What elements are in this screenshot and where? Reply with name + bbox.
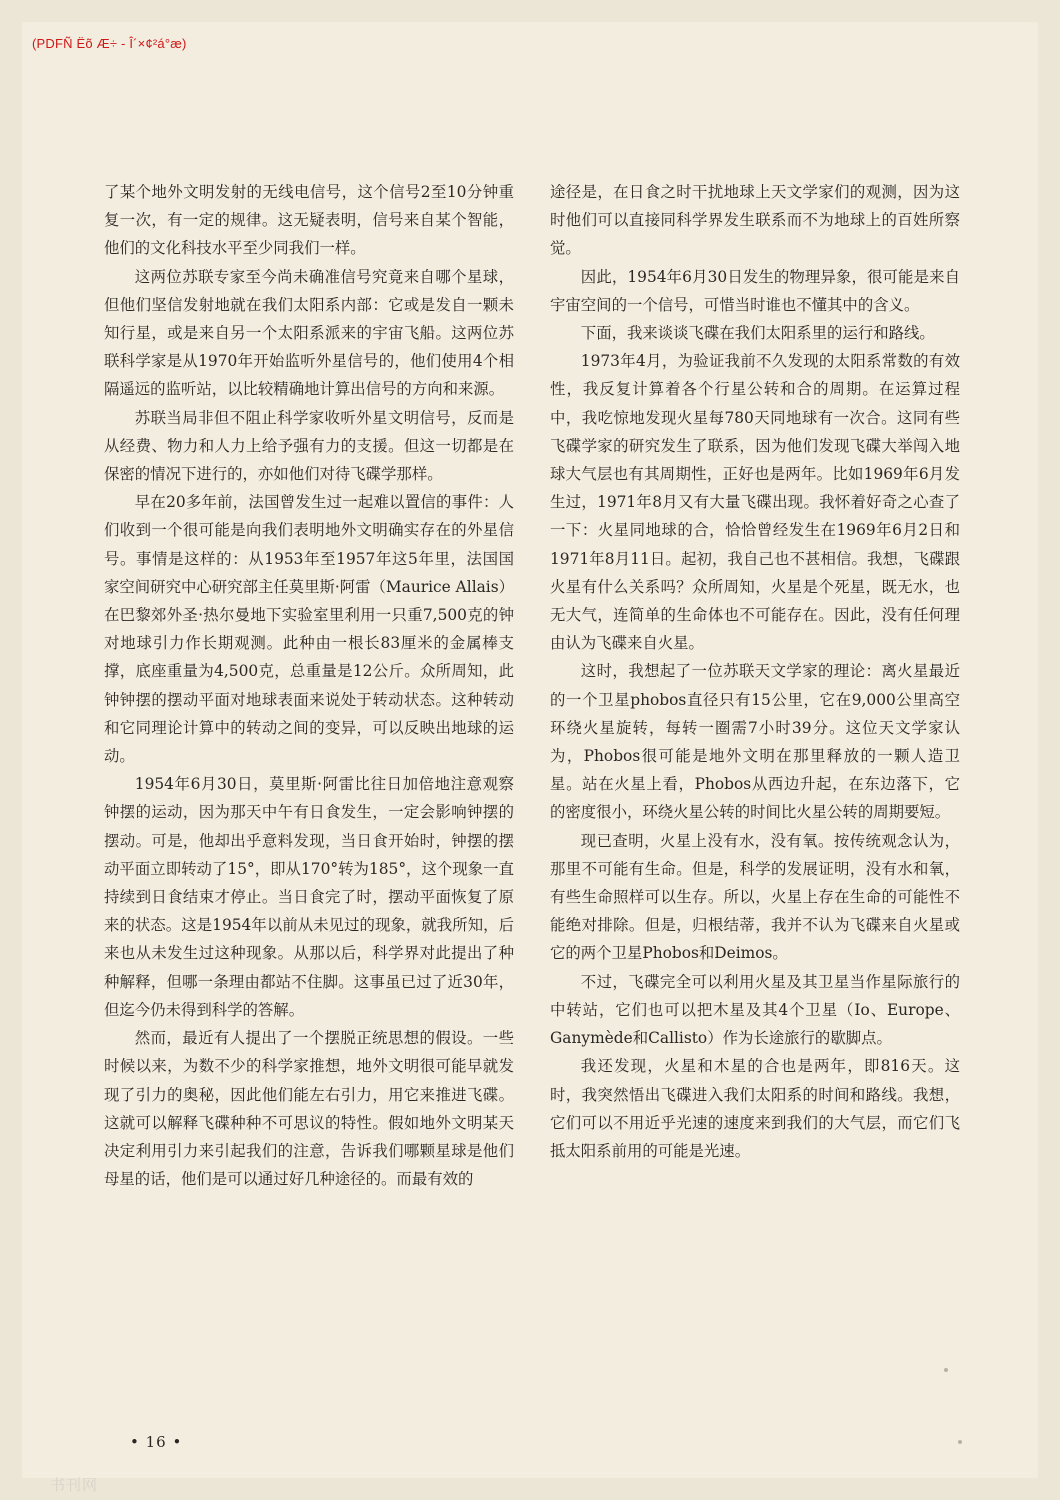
- right-column: [550, 178, 960, 1165]
- right-paragraph-6: 现已查明，火星上没有水，没有氧。按传统观念认为，那里不可能有生命。但是，科学的发展证明，没有水和氧，有些生命照样可以生存。所以，火星上存在生命的可能性不能绝对排除。但是，归根结蒂，我并不认为飞碟来自火星或它的两个卫星Phobos和Deimos。: [550, 831, 960, 963]
- left-paragraph-1: 了某个地外文明发射的无线电信号，这个信号2至10分钟重复一次，有一定的规律。这无疑表明，信号来自某个智能，他们的文化科技水平至少同我们一样。: [104, 183, 514, 258]
- right-paragraph-5: 这时，我想起了一位苏联天文学家的理论：离火星最近的一个卫星phobos直径只有15公里，它在9,000公里高空环绕火星旋转，每转一圈需7小时39分。这位天文学家认为，Phobos很可能是地外文明在那里释放的一颗人造卫星。站在火星上看，Phobos从西边升起，在东边落下，它的密度很小，环绕火星公转的时间比火星公转的周期要短。: [550, 662, 960, 822]
- pdf-header-label: (PDFÑ Ëõ Æ÷ - Î´×¢²á°æ): [32, 36, 187, 51]
- left-paragraph-3: 苏联当局非但不阻止科学家收听外星文明信号，反而是从经费、物力和人力上给予强有力的支援。但这一切都是在保密的情况下进行的，亦如他们对待飞碟学那样。: [104, 408, 514, 484]
- right-paragraph-4: 1973年4月，为验证我前不久发现的太阳系常数的有效性，我反复计算着各个行星公转和合的周期。在运算过程中，我吃惊地发现火星每780天同地球有一次合。这同有些飞碟学家的研究发生了联系，因为他们发现飞碟大举闯入地球大气层也有其周期性，正好也是两年。比如1969年6月发生过，1971年8月又有大量飞碟出现。我怀着好奇之心查了一下：火星同地球的合，恰恰曾经发生在1969年6月2日和1971年8月11日。起初，我自己也不甚相信。我想，飞碟跟火星有什么关系吗？众所周知，火星是个死星，既无水，也无大气，连简单的生命体也不可能存在。因此，没有任何理由认为飞碟来自火星。: [550, 352, 960, 653]
- right-paragraph-8: 我还发现，火星和木星的合也是两年，即816天。这时，我突然悟出飞碟进入我们太阳系的时间和路线。我想，它们可以不用近乎光速的速度来到我们的大气层，而它们飞抵太阳系前用的可能是光速。: [550, 1057, 960, 1160]
- page-number: • 16 •: [130, 1433, 183, 1451]
- left-paragraph-6: 然而，最近有人提出了一个摆脱正统思想的假设。一些时候以来，为数不少的科学家推想，地外文明很可能早就发现了引力的奥秘，因此他们能左右引力，用它来推进飞碟。这就可以解释飞碟种种不可思议的特性。假如地外文明某天决定利用引力来引起我们的注意，告诉我们哪颗星球是他们母星的话，他们是可以通过好几种途径的。而最有效的: [104, 1029, 514, 1189]
- watermark: 书刊网: [50, 1476, 99, 1494]
- paper-speck: [944, 1368, 948, 1372]
- left-paragraph-4: 早在20多年前，法国曾发生过一起难以置信的事件：人们收到一个很可能是向我们表明地外文明确实存在的外星信号。事情是这样的：从1953年至1957年这5年里，法国国家空间研究中心研究部主任莫里斯·阿雷（Maurice Allais）在巴黎郊外圣·热尔曼地下实验室里利用一只重7,500克的钟对地球引力作长期观测。此种由一根长83厘米的金属棒支撑，底座重量为4,500克，总重量是12公斤。众所周知，此钟钟摆的摆动平面对地球表面来说处于转动状态。这种转动和它同理论计算中的转动之间的变异，可以反映出地球的运动。: [104, 493, 515, 766]
- right-paragraph-7: 不过，飞碟完全可以利用火星及其卫星当作星际旅行的中转站，它们也可以把木星及其4个卫星（Io、Europe、Ganymède和Callisto）作为长途旅行的歇脚点。: [550, 972, 960, 1048]
- right-paragraph-3: 下面，我来谈谈飞碟在我们太阳系里的运行和路线。: [580, 324, 935, 343]
- right-paragraph-1: 途径是，在日食之时干扰地球上天文学家们的观测，因为这时他们可以直接同科学界发生联系而不为地球上的百姓所察觉。: [550, 183, 960, 258]
- paper-speck: [958, 1440, 962, 1444]
- left-paragraph-5: 1954年6月30日，莫里斯·阿雷比往日加倍地注意观察钟摆的运动，因为那天中午有日食发生，一定会影响钟摆的摆动。可是，他却出乎意料发现，当日食开始时，钟摆的摆动平面立即转动了15°，即从170°转为185°，这个现象一直持续到日食结束才停止。当日食完了时，摆动平面恢复了原来的状态。这是1954年以前从未见过的现象，就我所知，后来也从未发生过这种现象。从那以后，科学界对此提出了种种解释，但哪一条理由都站不住脚。这事虽已过了近30年，但迄今仍未得到科学的答解。: [104, 775, 514, 1019]
- left-paragraph-2: 这两位苏联专家至今尚未确准信号究竟来自哪个星球，但他们坚信发射地就在我们太阳系内部：它或是发自一颗未知行星，或是来自另一个太阳系派来的宇宙飞船。这两位苏联科学家是从1970年开始监听外星信号的，他们使用4个相隔遥远的监听站，以比较精确地计算出信号的方向和来源。: [104, 267, 514, 399]
- left-column: [104, 178, 514, 1193]
- right-paragraph-2: 因此，1954年6月30日发生的物理异象，很可能是来自宇宙空间的一个信号，可惜当时谁也不懂其中的含义。: [550, 267, 960, 314]
- page-sheet: [22, 22, 1038, 1494]
